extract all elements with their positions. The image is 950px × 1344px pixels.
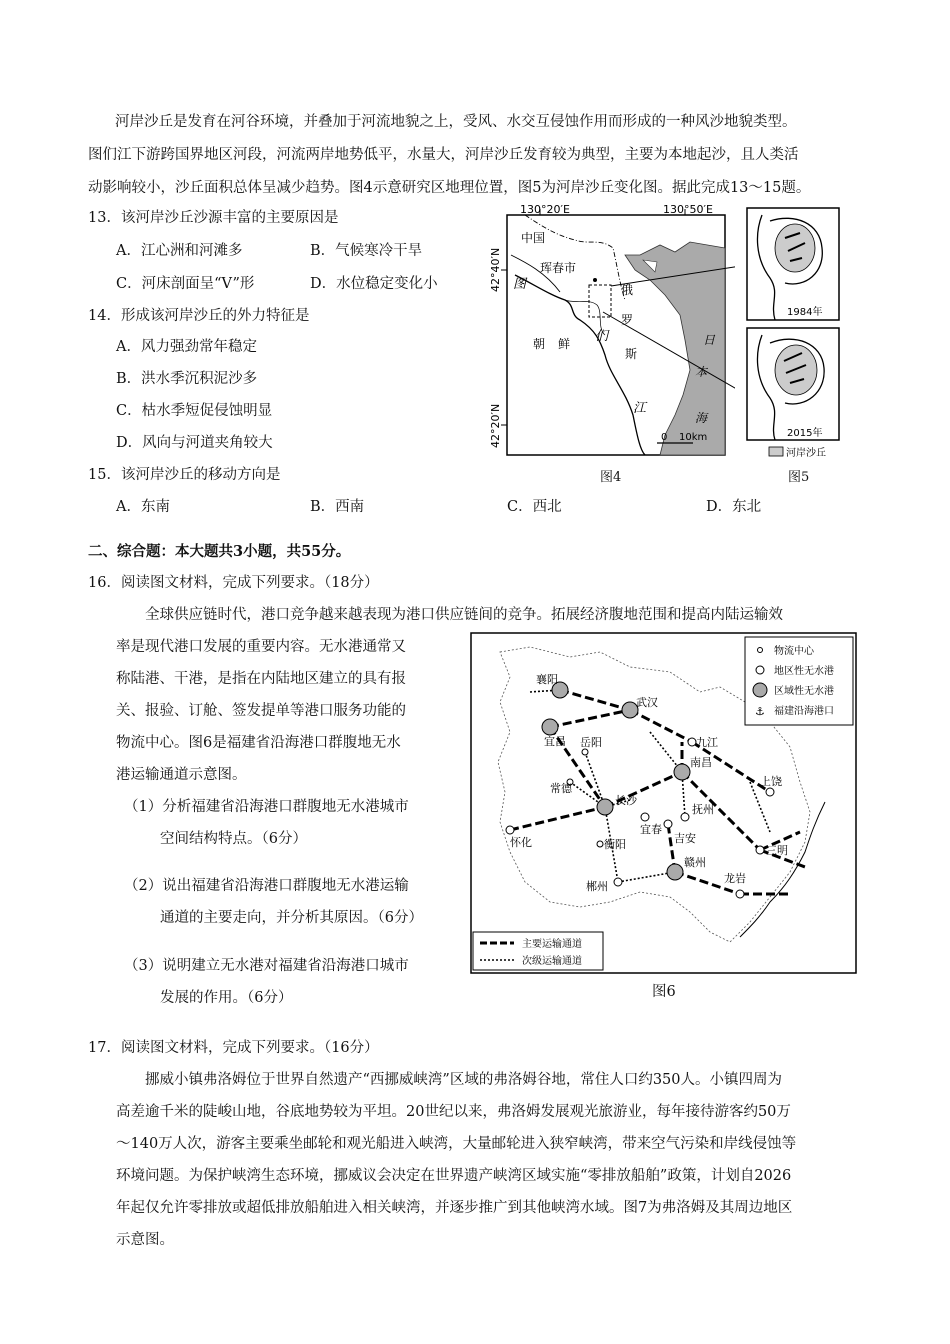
figure-5-dune-change (740, 203, 850, 463)
city-huaihua: 怀化 (510, 836, 532, 849)
q13-option-b: B．气候寒冷干旱 (310, 243, 423, 259)
fig5-legend: 河岸沙丘 (786, 448, 826, 459)
fig4-label-tu: 图 (513, 277, 527, 292)
fig4-label-luo: 罗 (621, 313, 634, 327)
city-fuzhou: 抚州 (692, 803, 714, 816)
city-sanming: 三明 (766, 844, 788, 857)
q15-option-d: D．东北 (706, 499, 762, 515)
q17-line-1: 挪威小镇弗洛姆位于世界自然遗产“西挪威峡湾”区域的弗洛姆谷地，常住人口约350人。小镇四周为 (145, 1072, 782, 1088)
city-shangrao: 上饶 (760, 775, 782, 788)
q17-line-4: 环境问题。为保护峡湾生态环境，挪威议会决定在世界遗产峡湾区域实施“零排放船舶”政策，计划自2026 (116, 1168, 792, 1184)
city-yichang: 宜昌 (544, 735, 566, 748)
q13-stem: 13．该河岸沙丘沙源丰富的主要原因是 (88, 210, 339, 226)
city-xiangyang: 襄阳 (536, 673, 558, 686)
city-yichun: 宜春 (640, 823, 662, 836)
q14-option-a: A．风力强劲常年稳定 (116, 339, 257, 355)
q17-line-2: 高差逾千米的陡峻山地，谷底地势较为平坦。20世纪以来，弗洛姆发展观光旅游业，每年接待游客约50万 (116, 1104, 791, 1120)
q16-para-line-3: 称陆港、干港，是指在内陆地区建立的具有报 (116, 671, 406, 687)
fig4-scale-0: 0 (661, 432, 668, 443)
fig4-label-ben: 本 (695, 365, 708, 379)
fig4-lat-1: 42°40′N (489, 247, 502, 292)
city-yueyang: 岳阳 (580, 736, 602, 749)
fig4-label-xian: 鲜 (558, 337, 571, 351)
city-hengyang: 衡阳 (604, 838, 626, 851)
q16-stem: 16．阅读图文材料，完成下列要求。（18分） (88, 575, 379, 591)
q14-option-d: D．风向与河道夹角较大 (116, 435, 273, 451)
fig4-label-si: 斯 (625, 347, 638, 361)
fig6-caption: 图6 (652, 984, 676, 1000)
city-changsha: 长沙 (615, 794, 637, 807)
city-changde: 常德 (550, 782, 572, 795)
q14-option-c: C．枯水季短促侵蚀明显 (116, 403, 273, 419)
fig4-lat-2: 42°20′N (489, 403, 502, 448)
fig4-caption: 图4 (600, 470, 622, 485)
fig4-label-jiang: 江 (633, 401, 647, 416)
fig4-label-chao: 朝 (533, 337, 546, 351)
q16-sub3-line-1: （3）说明建立无水港对福建省沿海港口城市 (124, 958, 409, 974)
intro-line-3: 动影响较小，沙丘面积总体呈减少趋势。图4示意研究区地理位置，图5为河岸沙丘变化图。据此完成13～15题。 (88, 180, 811, 196)
section-2-heading: 二、综合题：本大题共3小题，共55分。 (88, 543, 351, 560)
legend-secondary-channel: 次级运输通道 (522, 956, 582, 967)
city-wuhan: 武汉 (636, 696, 658, 709)
fig5-year-2015: 2015年 (787, 428, 823, 439)
q15-option-b: B．西南 (310, 499, 365, 515)
fig4-label-men: 们 (595, 329, 609, 344)
figure-4-map (485, 200, 735, 470)
q15-stem: 15．该河岸沙丘的移动方向是 (88, 467, 281, 483)
legend-fujian-port: 福建沿海港口 (774, 706, 834, 717)
q15-option-a: A．东南 (116, 499, 170, 515)
city-jian: 吉安 (674, 832, 696, 845)
figure-6-map (470, 632, 860, 977)
q13-option-c: C．河床剖面呈“V”形 (116, 276, 255, 292)
legend-regional-port: 区域性无水港 (774, 686, 834, 697)
fig4-lon-1: 130°20′E (520, 203, 570, 216)
intro-line-2: 图们江下游跨国界地区河段，河流两岸地势低平，水量大，河岸沙丘发育较为典型，主要为本地起沙，且人类活 (88, 147, 799, 163)
q16-para-line-5: 物流中心。图6是福建省沿海港口群腹地无水 (116, 735, 401, 751)
q14-option-b: B．洪水季沉积泥沙多 (116, 371, 258, 387)
fig4-label-hunchun: 珲春市 (540, 261, 577, 275)
q16-para-line-4: 关、报验、订舱、签发提单等港口服务功能的 (116, 703, 406, 719)
q16-para-line-6: 港运输通道示意图。 (116, 767, 247, 783)
q13-option-a: A．江心洲和河滩多 (116, 243, 243, 259)
q16-sub3-line-2: 发展的作用。（6分） (160, 990, 293, 1006)
fig4-scale-10: 10km (679, 432, 708, 443)
q14-stem: 14．形成该河岸沙丘的外力特征是 (88, 308, 310, 324)
q16-sub1-line-2: 空间结构特点。（6分） (160, 831, 307, 847)
q16-sub1-line-1: （1）分析福建省沿海港口群腹地无水港城市 (124, 799, 409, 815)
fig4-label-china: 中国 (521, 231, 546, 245)
city-nanchang: 南昌 (690, 756, 712, 769)
q17-line-6: 示意图。 (116, 1232, 174, 1248)
q16-para-line-2: 率是现代港口发展的重要内容。无水港通常又 (116, 639, 406, 655)
q15-option-c: C．西北 (507, 499, 562, 515)
q17-line-5: 年起仅允许零排放或超低排放船舶进入相关峡湾，并逐步推广到其他峡湾水域。图7为弗洛姆及其周边地区 (116, 1200, 793, 1216)
q17-stem: 17．阅读图文材料，完成下列要求。（16分） (88, 1040, 379, 1056)
fig4-label-hai: 海 (695, 411, 708, 425)
legend-logistics: 物流中心 (774, 646, 814, 657)
q16-sub2-line-1: （2）说出福建省沿海港口群腹地无水港运输 (124, 878, 409, 894)
city-ganzhou: 赣州 (684, 856, 706, 869)
city-longyan: 龙岩 (724, 872, 746, 885)
intro-line-1: 河岸沙丘是发育在河谷环境，并叠加于河流地貌之上，受风、水交互侵蚀作用而形成的一种风沙地貌类型。 (115, 114, 797, 130)
city-chenzhou: 郴州 (586, 880, 608, 893)
legend-district-port: 地区性无水港 (774, 666, 834, 677)
fig4-label-e: 俄 (621, 283, 634, 297)
fig5-year-1984: 1984年 (787, 307, 823, 318)
fig5-caption: 图5 (788, 470, 810, 485)
q16-para-line-1: 全球供应链时代，港口竞争越来越表现为港口供应链间的竞争。拓展经济腹地范围和提高内陆运输效 (145, 607, 783, 623)
q17-line-3: ～140万人次，游客主要乘坐邮轮和观光船进入峡湾，大量邮轮进入狭窄峡湾，带来空气污染和岸线侵蚀等 (116, 1136, 797, 1152)
fig4-lon-2: 130°50′E (663, 203, 713, 216)
q16-sub2-line-2: 通道的主要走向，并分析其原因。（6分） (160, 910, 423, 926)
q13-option-d: D．水位稳定变化小 (310, 276, 438, 292)
fig4-label-ri: 日 (703, 333, 716, 347)
legend-main-channel: 主要运输通道 (522, 939, 582, 950)
city-jiujiang: 九江 (696, 736, 718, 749)
anchor-icon: ⚓ (755, 705, 765, 718)
